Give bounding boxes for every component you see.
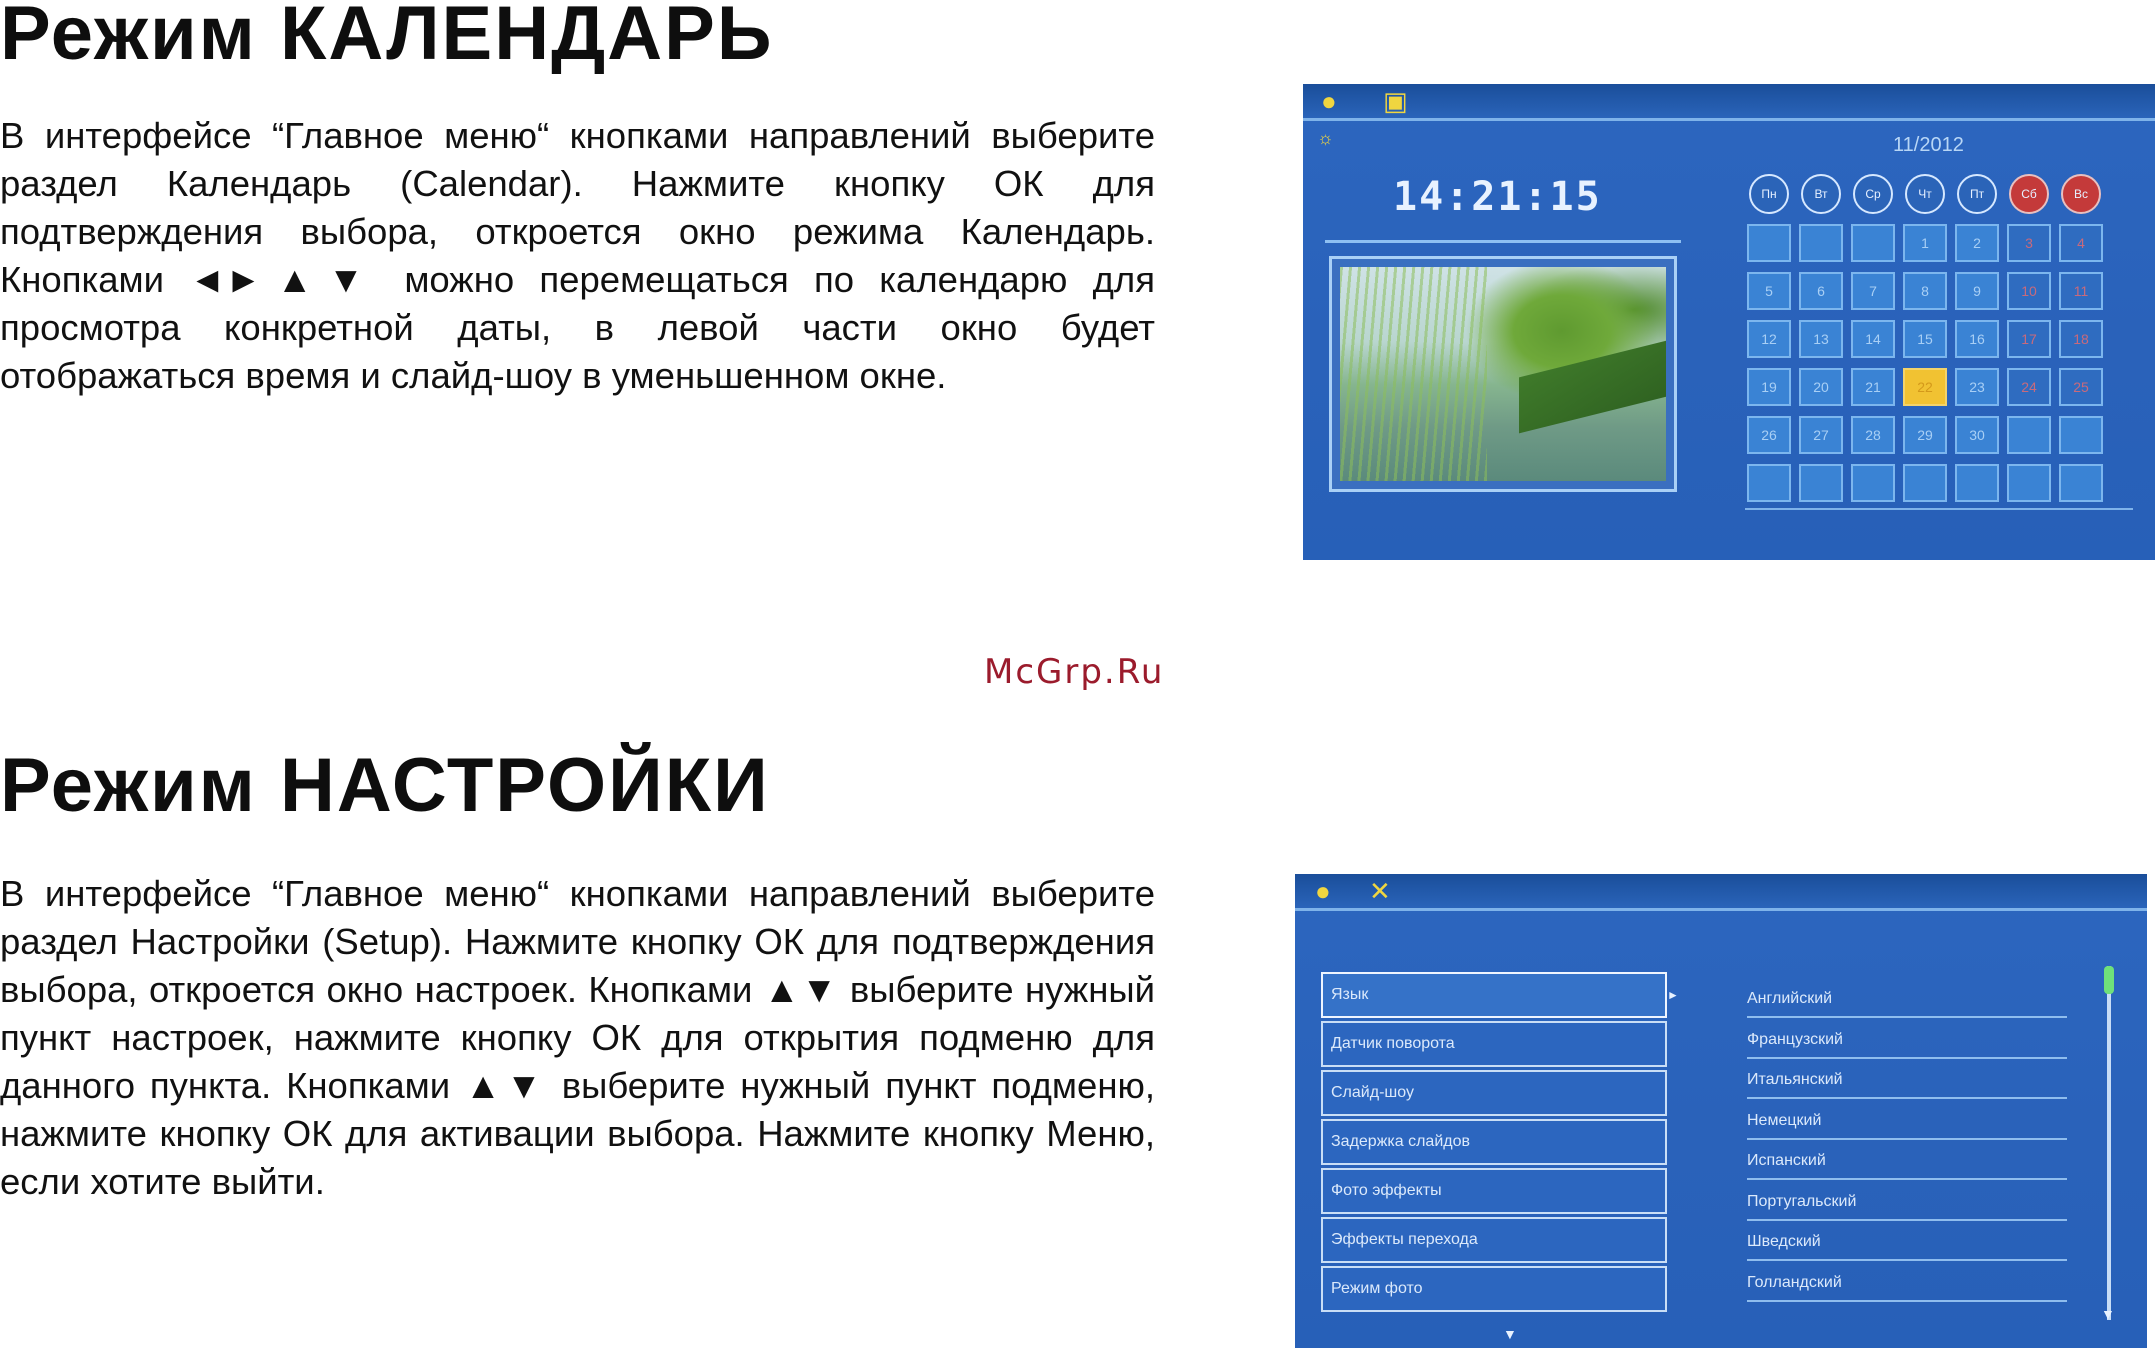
- calendar-day-cell[interactable]: 6: [1799, 272, 1843, 310]
- calendar-day-cell[interactable]: 24: [2007, 368, 2051, 406]
- calendar-section-text: В интерфейсе “Главное меню“ кнопками направлений выберите раздел Календарь (Calendar). Нажмите кнопку ОК для подтверждения выбора, откроется окно режима Календарь. Кнопками ◄►▲▼ можно перемещаться по календарю для просмотра конкретной даты, в левой части окно будет отображаться время и слайд-шоу в уменьшенном окне.: [0, 115, 1155, 396]
- watermark: McGrp.Ru: [984, 652, 1165, 692]
- calendar-empty-cell[interactable]: [2059, 464, 2103, 502]
- calendar-day-cell[interactable]: 19: [1747, 368, 1791, 406]
- settings-menu-item[interactable]: Эффекты перехода: [1321, 1217, 1667, 1263]
- calendar-day-cell[interactable]: 29: [1903, 416, 1947, 454]
- language-option[interactable]: Немецкий: [1747, 1104, 2067, 1140]
- submenu-arrow-icon: ►: [1667, 988, 1679, 1002]
- scrollbar-thumb[interactable]: [2104, 966, 2114, 994]
- setup-top-bar: [1295, 874, 2147, 911]
- calendar-empty-cell[interactable]: [1851, 224, 1895, 262]
- calendar-day-cell[interactable]: 20: [1799, 368, 1843, 406]
- calendar-mode-icon: ▣: [1383, 86, 1408, 116]
- calendar-day-cell[interactable]: 4: [2059, 224, 2103, 262]
- calendar-empty-cell[interactable]: [1747, 464, 1791, 502]
- clock-display: 14:21:15: [1393, 174, 1602, 220]
- calendar-day-cell[interactable]: 3: [2007, 224, 2051, 262]
- calendar-empty-cell[interactable]: [2059, 416, 2103, 454]
- settings-menu-item[interactable]: Задержка слайдов: [1321, 1119, 1667, 1165]
- calendar-day-cell[interactable]: 17: [2007, 320, 2051, 358]
- scroll-down-icon: ▼: [2101, 1306, 2115, 1322]
- calendar-day-cell[interactable]: 8: [1903, 272, 1947, 310]
- options-scrollbar[interactable]: [2101, 966, 2115, 1322]
- tools-icon: ✕: [1369, 876, 1391, 906]
- settings-menu-item[interactable]: Датчик поворота: [1321, 1021, 1667, 1067]
- calendar-day-cell[interactable]: 27: [1799, 416, 1843, 454]
- slideshow-preview: [1329, 256, 1677, 492]
- day-of-week-label: Вт: [1801, 174, 1841, 214]
- calendar-empty-cell[interactable]: [2007, 416, 2051, 454]
- bulb-icon: ●: [1321, 86, 1337, 116]
- calendar-section-title: Режим КАЛЕНДАРЬ: [0, 0, 774, 76]
- calendar-day-cell[interactable]: 10: [2007, 272, 2051, 310]
- calendar-empty-cell[interactable]: [1799, 224, 1843, 262]
- calendar-empty-cell[interactable]: [2007, 464, 2051, 502]
- setup-section-title: Режим НАСТРОЙКИ: [0, 743, 770, 828]
- settings-menu-item[interactable]: Слайд-шоу: [1321, 1070, 1667, 1116]
- calendar-day-cell[interactable]: 14: [1851, 320, 1895, 358]
- calendar-screenshot: [1303, 84, 2155, 560]
- clock-divider: [1325, 240, 1681, 243]
- language-option[interactable]: Английский: [1747, 982, 2067, 1018]
- language-option[interactable]: Испанский: [1747, 1144, 2067, 1180]
- day-of-week-label: Сб: [2009, 174, 2049, 214]
- calendar-day-cell[interactable]: 9: [1955, 272, 1999, 310]
- calendar-empty-cell[interactable]: [1851, 464, 1895, 502]
- language-option[interactable]: Португальский: [1747, 1185, 2067, 1221]
- day-of-week-label: Пн: [1749, 174, 1789, 214]
- language-option[interactable]: Шведский: [1747, 1225, 2067, 1261]
- calendar-day-cell[interactable]: 21: [1851, 368, 1895, 406]
- calendar-day-cell[interactable]: 7: [1851, 272, 1895, 310]
- calendar-day-cell[interactable]: 15: [1903, 320, 1947, 358]
- calendar-day-cell[interactable]: 30: [1955, 416, 1999, 454]
- settings-menu-item[interactable]: Фото эффекты: [1321, 1168, 1667, 1214]
- calendar-bottom-line: [1745, 508, 2133, 510]
- calendar-day-cell[interactable]: 25: [2059, 368, 2103, 406]
- calendar-top-bar: [1303, 84, 2155, 121]
- calendar-day-cell[interactable]: 23: [1955, 368, 1999, 406]
- day-of-week-label: Пт: [1957, 174, 1997, 214]
- calendar-day-cell[interactable]: 1: [1903, 224, 1947, 262]
- calendar-day-cell[interactable]: 5: [1747, 272, 1791, 310]
- calendar-day-cell[interactable]: 18: [2059, 320, 2103, 358]
- language-option[interactable]: Голландский: [1747, 1266, 2067, 1302]
- language-option[interactable]: Французский: [1747, 1023, 2067, 1059]
- calendar-empty-cell[interactable]: [1903, 464, 1947, 502]
- bulb-icon: ●: [1315, 876, 1331, 906]
- calendar-day-cell[interactable]: 13: [1799, 320, 1843, 358]
- slideshow-photo: [1340, 267, 1666, 481]
- calendar-day-cell[interactable]: 2: [1955, 224, 1999, 262]
- language-option[interactable]: Итальянский: [1747, 1063, 2067, 1099]
- day-of-week-label: Вс: [2061, 174, 2101, 214]
- setup-screenshot: [1295, 874, 2147, 1348]
- calendar-empty-cell[interactable]: [1747, 224, 1791, 262]
- calendar-day-cell[interactable]: 28: [1851, 416, 1895, 454]
- day-of-week-label: Чт: [1905, 174, 1945, 214]
- weather-icon: ☼: [1317, 128, 1334, 148]
- calendar-day-cell[interactable]: 12: [1747, 320, 1791, 358]
- month-year-label: 11/2012: [1893, 134, 1964, 156]
- day-of-week-label: Ср: [1853, 174, 1893, 214]
- menu-down-icon: ▼: [1503, 1326, 1517, 1342]
- calendar-day-cell[interactable]: 22: [1903, 368, 1947, 406]
- setup-section-text: В интерфейсе “Главное меню“ кнопками направлений выберите раздел Настройки (Setup). Нажмите кнопку ОК для подтверждения выбора, откроется окно настроек. Кнопками ▲▼ выберите нужный пункт настроек, нажмите кнопку ОК для открытия подменю для данного пункта. Кнопками ▲▼ выберите нужный пункт подменю, нажмите кнопку ОК для активации выбора. Нажмите кнопку Меню, если хотите выйти.: [0, 873, 1155, 1202]
- calendar-empty-cell[interactable]: [1955, 464, 1999, 502]
- settings-menu-item[interactable]: Режим фото: [1321, 1266, 1667, 1312]
- calendar-empty-cell[interactable]: [1799, 464, 1843, 502]
- calendar-day-cell[interactable]: 16: [1955, 320, 1999, 358]
- calendar-day-cell[interactable]: 11: [2059, 272, 2103, 310]
- calendar-day-cell[interactable]: 26: [1747, 416, 1791, 454]
- settings-menu-item[interactable]: Язык: [1321, 972, 1667, 1018]
